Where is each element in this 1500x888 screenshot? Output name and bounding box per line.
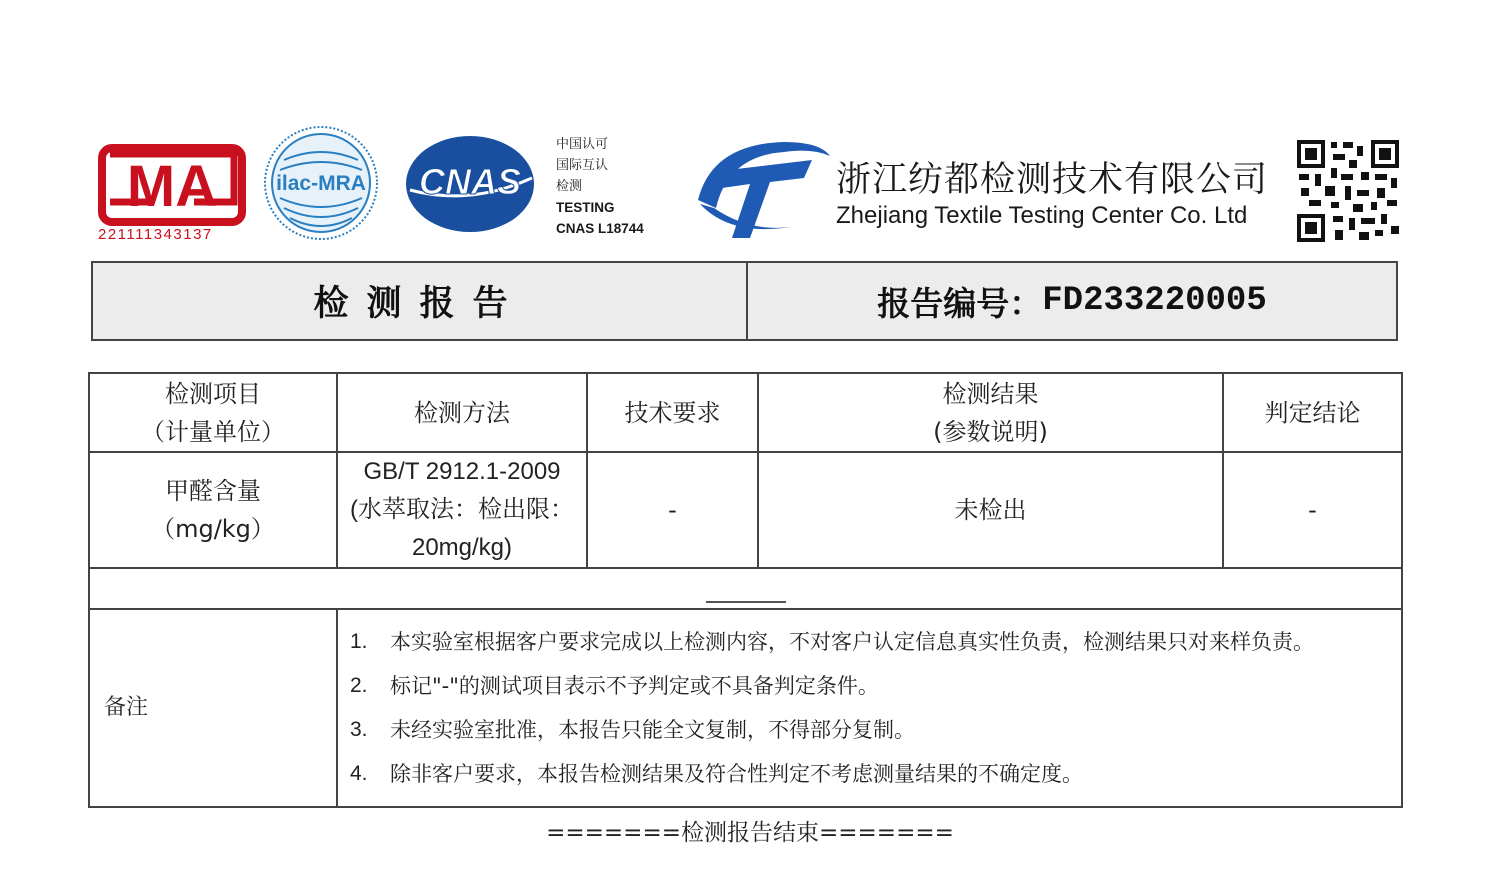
cell-result: 未检出	[758, 452, 1223, 568]
company-logo-text: T	[592, 34, 593, 35]
ilac-logo-text: ilac-MRA	[276, 172, 366, 195]
header-cell-test-item	[89, 373, 337, 452]
cnas-logo-text: CNAS	[418, 161, 522, 202]
report-title: 检测报告	[93, 263, 748, 339]
report-title-bar	[91, 261, 1398, 341]
header-cell-conclusion	[1223, 373, 1402, 452]
remark-item	[350, 620, 1401, 664]
qr-code-icon	[1295, 138, 1401, 244]
header-text: 检测方法	[414, 398, 510, 427]
cnas-line: 国际互认	[556, 158, 609, 173]
remark-number: 1.	[350, 630, 368, 653]
header-text: 检测结果	[942, 379, 1039, 408]
remark-text: 标记"-"的测试项目表示不予判定或不具备判定条件。	[390, 674, 879, 698]
table-header-row	[89, 373, 1402, 452]
company-name-en: Zhejiang Textile Testing Center Co. Ltd	[836, 202, 1248, 229]
header-text: 判定结论	[1264, 398, 1361, 427]
separator-dash	[706, 601, 786, 603]
cell-text: （mg/kg）	[151, 515, 275, 543]
cnas-line: TESTING	[556, 200, 615, 215]
cnas-line: 检测	[556, 179, 583, 194]
remark-number: 2.	[350, 674, 368, 697]
report-number: FD233220005	[1042, 282, 1267, 320]
cell-method	[337, 452, 587, 568]
header-cell-method	[337, 373, 587, 452]
company-name-cn: 浙江纺都检测技术有限公司	[836, 160, 1269, 200]
cnas-line: 中国认可	[556, 137, 609, 152]
ilac-mra-logo	[262, 124, 380, 242]
header-cell-result	[758, 373, 1223, 452]
cnas-logo	[400, 132, 540, 236]
report-end-marker: =======检测报告结束=======	[546, 820, 954, 846]
separator-row	[89, 568, 1402, 609]
report-number-block	[748, 263, 1396, 339]
remark-item	[350, 708, 1401, 752]
cell-conclusion: -	[1223, 452, 1402, 568]
header-text: 技术要求	[624, 398, 721, 427]
cma-number: 221111343137	[98, 226, 213, 243]
cell-text: 20mg/kg)	[411, 534, 513, 561]
remark-item	[350, 752, 1401, 796]
header-text: （计量单位）	[141, 417, 285, 446]
report-number-label: 报告编号：	[877, 283, 1043, 323]
remark-text: 除非客户要求，本报告检测结果及符合性判定不考虑测量结果的不确定度。	[390, 762, 1083, 786]
remark-text: 本实验室根据客户要求完成以上检测内容，不对客户认定信息真实性负责，检测结果只对来样负责。	[390, 630, 1314, 654]
cell-text: 甲醛含量	[165, 477, 261, 505]
test-result-table	[88, 372, 1403, 808]
remark-text: 未经实验室批准，本报告只能全文复制，不得部分复制。	[390, 718, 915, 742]
remark-number: 4.	[350, 762, 368, 785]
cell-test-item	[89, 452, 337, 568]
header-text: (参数说明)	[933, 417, 1048, 446]
header-text: 检测项目	[165, 379, 261, 408]
remark-number: 3.	[350, 718, 368, 741]
remarks-row	[89, 609, 1402, 807]
remark-item	[350, 664, 1401, 708]
cell-text: GB/T 2912.1-2009	[363, 458, 561, 485]
remarks-label: 备注	[89, 609, 337, 807]
remarks-list	[337, 609, 1402, 807]
cell-requirement: -	[587, 452, 758, 568]
separator-cell	[89, 568, 1402, 609]
table-row	[89, 452, 1402, 568]
cell-text: (水萃取法：检出限：	[350, 496, 574, 523]
header-cell-requirement	[587, 373, 758, 452]
cnas-line: CNAS L18744	[556, 221, 644, 236]
cnas-accreditation-text	[556, 134, 644, 239]
cma-logo-text: MA	[126, 154, 218, 219]
